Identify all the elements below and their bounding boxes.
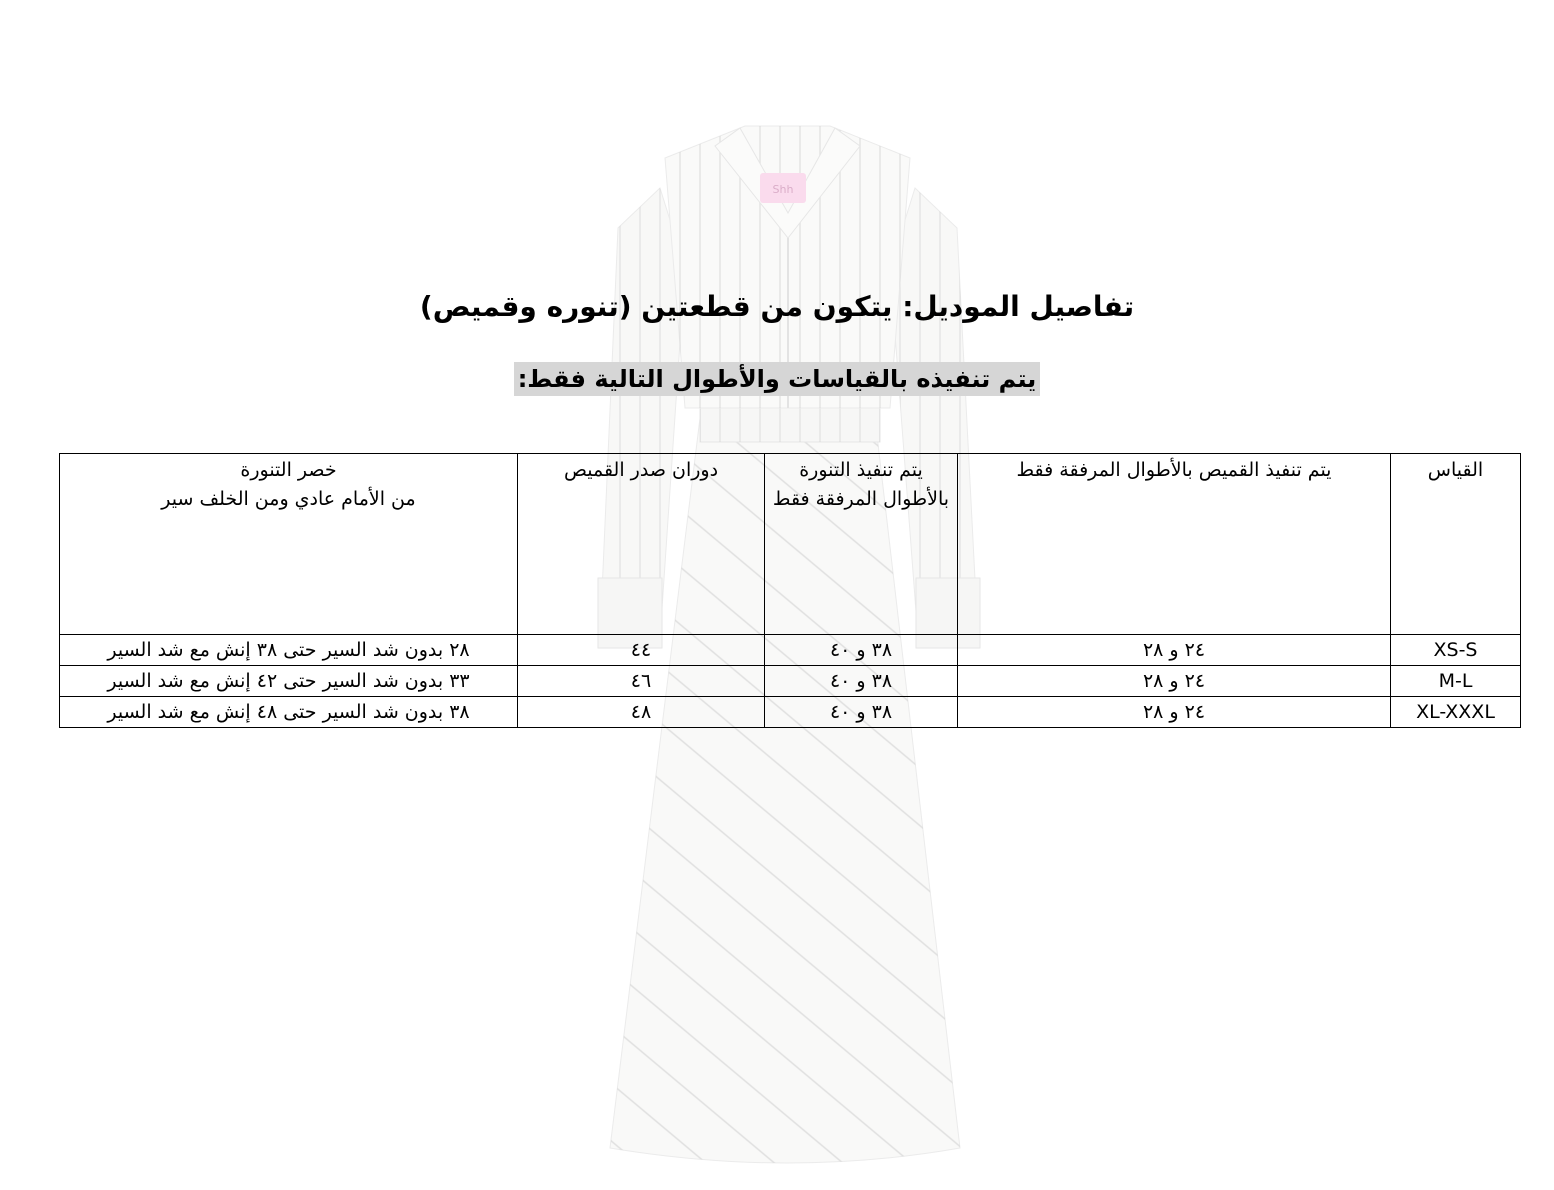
table-row (60, 635, 1521, 666)
size-chart-table (59, 453, 1521, 728)
cell-chest: ٤٨ (518, 697, 765, 728)
cell-skirt-length: ٣٨ و ٤٠ (765, 697, 958, 728)
cell-shirt-length: ٢٤ و ٢٨ (958, 635, 1391, 666)
cell-waist: ٢٨ بدون شد السير حتى ٣٨ إنش مع شد السير (60, 635, 518, 666)
cell-chest: ٤٤ (518, 635, 765, 666)
cell-size (1391, 635, 1521, 666)
cell-waist: ٣٣ بدون شد السير حتى ٤٢ إنش مع شد السير (60, 666, 518, 697)
header-size: القياس (1391, 454, 1521, 635)
size-value: XS-S (1433, 638, 1478, 661)
cell-shirt-length: ٢٤ و ٢٨ (958, 666, 1391, 697)
subtitle-container (0, 362, 1554, 396)
highlighted-subtitle: يتم تنفيذه بالقياسات والأطوال التالية فقط: (514, 362, 1041, 396)
header-waist-line2: من الأمام عادي ومن الخلف سير (161, 488, 416, 510)
size-value: M-L (1438, 669, 1473, 692)
header-skirt-waist (60, 454, 518, 635)
brand-label-logo: Shh (772, 183, 794, 196)
table-header-row (60, 454, 1521, 635)
table-row (60, 666, 1521, 697)
cell-skirt-length: ٣٨ و ٤٠ (765, 666, 958, 697)
cell-size (1391, 697, 1521, 728)
table-row (60, 697, 1521, 728)
page-title: تفاصيل الموديل: يتكون من قطعتين (تنوره وقميص) (419, 290, 1135, 323)
header-skirt-length: يتم تنفيذ التنورة بالأطوال المرفقة فقط (765, 454, 958, 635)
cell-shirt-length: ٢٤ و ٢٨ (958, 697, 1391, 728)
header-chest: دوران صدر القميص (518, 454, 765, 635)
cell-waist: ٣٨ بدون شد السير حتى ٤٨ إنش مع شد السير (60, 697, 518, 728)
cell-size (1391, 666, 1521, 697)
cell-skirt-length: ٣٨ و ٤٠ (765, 635, 958, 666)
header-waist-line1: خصر التنورة (240, 459, 337, 481)
cell-chest: ٤٦ (518, 666, 765, 697)
size-value: XL-XXXL (1416, 700, 1495, 723)
header-shirt-length: يتم تنفيذ القميص بالأطوال المرفقة فقط (958, 454, 1391, 635)
